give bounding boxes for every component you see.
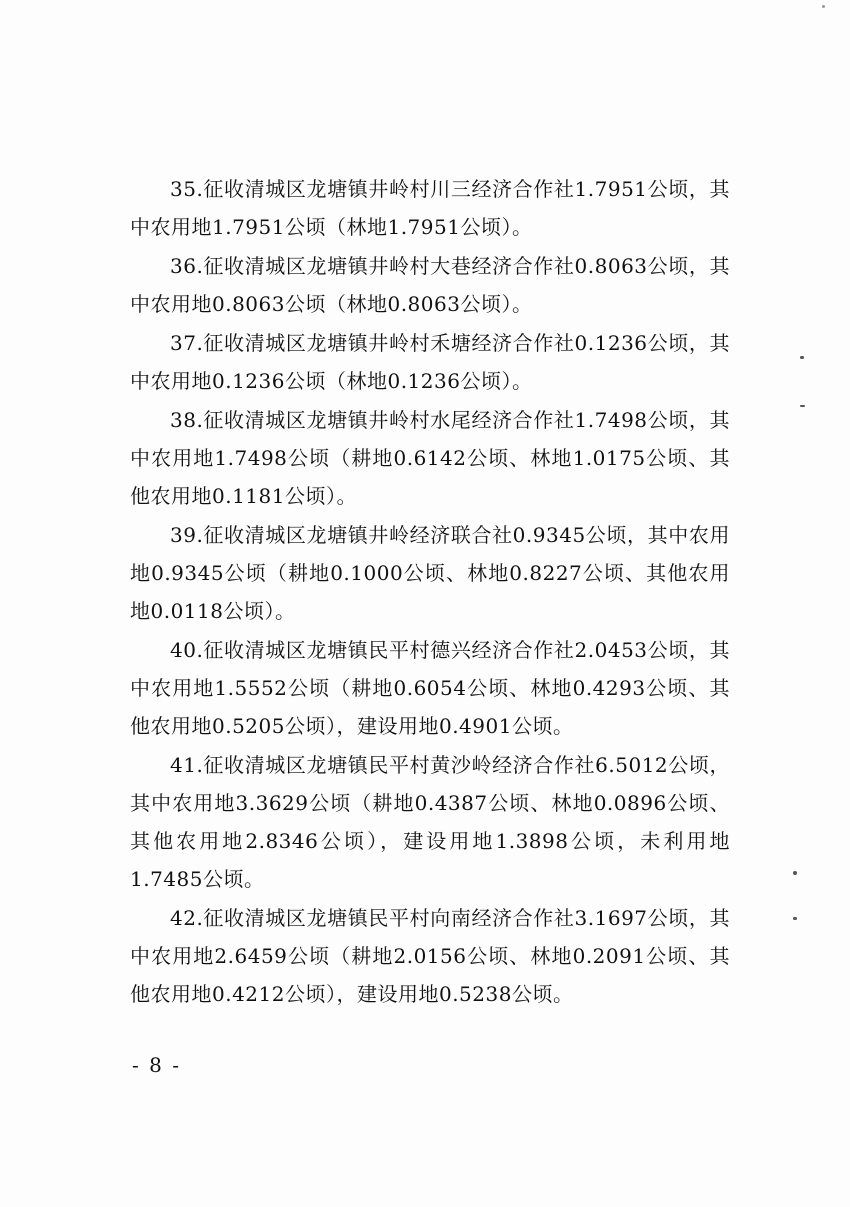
document-body xyxy=(130,170,730,1014)
scan-speck xyxy=(793,871,797,875)
paragraph-41: 41.征收清城区龙塘镇民平村黄沙岭经济合作社6.5012公顷，其中农用地3.3629公顷（耕地0.4387公顷、林地0.0896公顷、其他农用地2.8346公顷），建设用地1.3898公顷，未利用地1.7485公顷。 xyxy=(130,753,730,891)
scan-speck xyxy=(793,917,797,920)
paragraph-42: 42.征收清城区龙塘镇民平村向南经济合作社3.1697公顷，其中农用地2.6459公顷（耕地2.0156公顷、林地0.2091公顷、其他农用地0.4212公顷），建设用地0.5238公顷。 xyxy=(130,906,730,1006)
paragraph-37: 37.征收清城区龙塘镇井岭村禾塘经济合作社0.1236公顷，其中农用地0.1236公顷（林地0.1236公顷）。 xyxy=(130,331,730,393)
scan-speck xyxy=(822,5,825,8)
paragraph-38: 38.征收清城区龙塘镇井岭村水尾经济合作社1.7498公顷，其中农用地1.7498公顷（耕地0.6142公顷、林地1.0175公顷、其他农用地0.1181公顷）。 xyxy=(130,408,730,508)
paragraph-36: 36.征收清城区龙塘镇井岭村大巷经济合作社0.8063公顷，其中农用地0.8063公顷（林地0.8063公顷）。 xyxy=(130,254,730,316)
page-number: - 8 - xyxy=(132,1053,181,1077)
paragraph-39: 39.征收清城区龙塘镇井岭经济联合社0.9345公顷，其中农用地0.9345公顷（耕地0.1000公顷、林地0.8227公顷、其他农用地0.0118公顷）。 xyxy=(130,523,730,623)
scan-speck xyxy=(800,405,805,407)
paragraph-40: 40.征收清城区龙塘镇民平村德兴经济合作社2.0453公顷，其中农用地1.5552公顷（耕地0.6054公顷、林地0.4293公顷、其他农用地0.5205公顷），建设用地0.4901公顷。 xyxy=(130,638,730,738)
scan-speck xyxy=(800,356,804,359)
paragraph-35: 35.征收清城区龙塘镇井岭村川三经济合作社1.7951公顷，其中农用地1.7951公顷（林地1.7951公顷）。 xyxy=(130,177,730,239)
